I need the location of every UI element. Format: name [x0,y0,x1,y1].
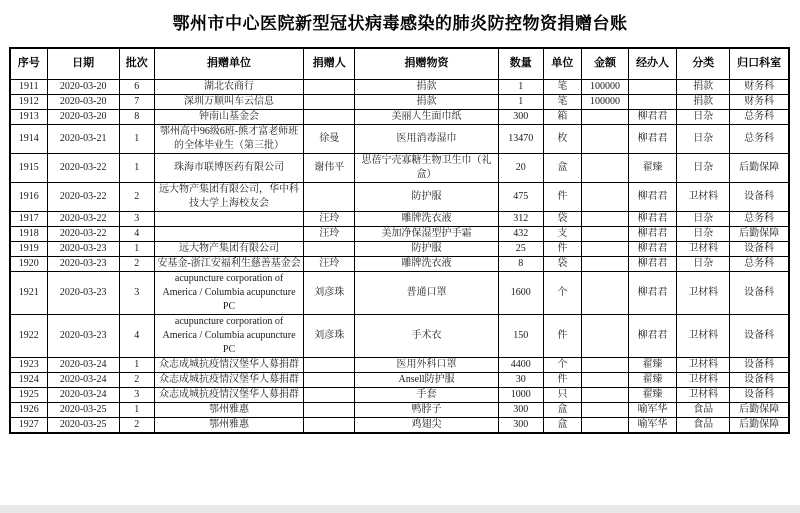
cell-handler: 柳君君 [629,211,677,226]
cell-date: 2020-03-21 [47,124,119,153]
table-row [10,153,789,182]
cell-handler: 柳君君 [629,271,677,314]
cell-amount [581,402,628,417]
cell-serial: 1916 [10,182,47,211]
cell-donor-org: 珠海市联博医药有限公司 [154,153,303,182]
cell-serial: 1914 [10,124,47,153]
cell-unit: 盒 [543,402,581,417]
column-header-department: 归口科室 [730,48,789,79]
cell-item: 鸭脖子 [355,402,498,417]
cell-quantity: 20 [498,153,543,182]
cell-unit: 件 [543,241,581,256]
cell-category: 日杂 [677,153,730,182]
cell-department: 总务科 [730,211,789,226]
cell-item: 手术衣 [355,314,498,357]
cell-item: 医用外科口罩 [355,357,498,372]
table-header-row [10,48,789,79]
cell-batch: 8 [119,109,154,124]
cell-quantity: 13470 [498,124,543,153]
cell-batch: 2 [119,372,154,387]
cell-batch: 6 [119,79,154,94]
cell-handler: 柳君君 [629,226,677,241]
cell-handler [629,79,677,94]
cell-serial: 1912 [10,94,47,109]
cell-unit: 个 [543,357,581,372]
cell-category: 卫材料 [677,372,730,387]
table-row [10,182,789,211]
cell-quantity: 8 [498,256,543,271]
column-header-serial: 序号 [10,48,47,79]
cell-donor-org: 深圳万顺叫车云信息 [154,94,303,109]
cell-batch: 1 [119,124,154,153]
cell-amount [581,153,628,182]
cell-amount [581,357,628,372]
cell-date: 2020-03-25 [47,417,119,433]
cell-handler: 喻军华 [629,402,677,417]
cell-item: 雕牌洗衣液 [355,256,498,271]
cell-unit: 个 [543,271,581,314]
table-row [10,314,789,357]
cell-handler: 翟臻 [629,357,677,372]
cell-date: 2020-03-22 [47,153,119,182]
cell-donor [304,79,355,94]
cell-serial: 1920 [10,256,47,271]
cell-handler: 柳君君 [629,241,677,256]
cell-unit: 笔 [543,79,581,94]
cell-handler: 柳君君 [629,109,677,124]
cell-item: 思蓓宁壳寡糖生物卫生巾（礼盒） [355,153,498,182]
cell-serial: 1911 [10,79,47,94]
cell-item: 防护服 [355,241,498,256]
cell-date: 2020-03-22 [47,182,119,211]
cell-donor [304,417,355,433]
cell-quantity: 4400 [498,357,543,372]
cell-date: 2020-03-23 [47,241,119,256]
cell-unit: 袋 [543,256,581,271]
table-row [10,241,789,256]
cell-amount [581,241,628,256]
cell-date: 2020-03-25 [47,402,119,417]
table-row [10,402,789,417]
table-row [10,387,789,402]
cell-department: 总务科 [730,256,789,271]
cell-serial: 1923 [10,357,47,372]
cell-amount [581,226,628,241]
cell-department: 后勤保障 [730,417,789,433]
cell-donor-org: acupuncture corporation of America / Columbia acupuncture PC [154,271,303,314]
table-row [10,94,789,109]
cell-amount [581,372,628,387]
cell-donor: 汪玲 [304,256,355,271]
cell-item: 普通口罩 [355,271,498,314]
cell-donor [304,387,355,402]
cell-donor: 刘彦珠 [304,314,355,357]
cell-department: 总务科 [730,124,789,153]
cell-item: 美丽人生面巾纸 [355,109,498,124]
cell-donor-org: 鄂州高中96级6班-熊才富老师班的全体毕业生（第三批） [154,124,303,153]
cell-unit: 笔 [543,94,581,109]
cell-amount: 100000 [581,79,628,94]
cell-batch: 2 [119,182,154,211]
cell-donor-org: 众志成城抗疫情汉堡华人募捐群 [154,357,303,372]
cell-donor-org: 湖北农商行 [154,79,303,94]
cell-donor-org: 众志成城抗疫情汉堡华人募捐群 [154,372,303,387]
cell-department: 后勤保障 [730,402,789,417]
column-header-item: 捐赠物资 [355,48,498,79]
column-header-donor: 捐赠人 [304,48,355,79]
cell-donor-org: 远大物产集团有限公司 [154,241,303,256]
cell-category: 捐款 [677,94,730,109]
cell-department: 财务科 [730,79,789,94]
cell-handler: 翟臻 [629,153,677,182]
cell-batch: 1 [119,402,154,417]
cell-date: 2020-03-24 [47,357,119,372]
cell-batch: 3 [119,271,154,314]
cell-handler: 喻军华 [629,417,677,433]
cell-handler [629,94,677,109]
cell-quantity: 475 [498,182,543,211]
cell-donor: 汪玲 [304,226,355,241]
cell-donor-org: 鄂州雅惠 [154,402,303,417]
cell-donor [304,402,355,417]
cell-department: 财务科 [730,94,789,109]
cell-date: 2020-03-24 [47,372,119,387]
cell-unit: 只 [543,387,581,402]
table-body [10,79,789,433]
cell-category: 日杂 [677,256,730,271]
cell-department: 设备科 [730,387,789,402]
cell-item: 捐款 [355,79,498,94]
cell-unit: 支 [543,226,581,241]
cell-category: 日杂 [677,226,730,241]
cell-item: 雕牌洗衣液 [355,211,498,226]
cell-donor-org: 安基金-浙江安福利生慈善基金会 [154,256,303,271]
cell-date: 2020-03-24 [47,387,119,402]
cell-serial: 1918 [10,226,47,241]
cell-batch: 2 [119,417,154,433]
cell-category: 日杂 [677,211,730,226]
cell-department: 设备科 [730,271,789,314]
cell-amount [581,109,628,124]
cell-item: 医用消毒湿巾 [355,124,498,153]
cell-quantity: 1 [498,94,543,109]
cell-batch: 2 [119,256,154,271]
cell-amount [581,417,628,433]
cell-category: 日杂 [677,124,730,153]
cell-serial: 1922 [10,314,47,357]
cell-batch: 1 [119,357,154,372]
cell-date: 2020-03-20 [47,94,119,109]
cell-item: 手套 [355,387,498,402]
table-row [10,256,789,271]
cell-category: 卫材料 [677,241,730,256]
table-row [10,79,789,94]
cell-donor-org: acupuncture corporation of America / Columbia acupuncture PC [154,314,303,357]
table-row [10,372,789,387]
cell-department: 设备科 [730,314,789,357]
cell-handler: 柳君君 [629,182,677,211]
table-row [10,226,789,241]
cell-handler: 翟臻 [629,387,677,402]
cell-category: 食品 [677,417,730,433]
page-bottom-edge [0,505,800,513]
cell-item: 鸡翅尖 [355,417,498,433]
cell-unit: 件 [543,314,581,357]
cell-date: 2020-03-23 [47,256,119,271]
cell-date: 2020-03-20 [47,109,119,124]
cell-quantity: 25 [498,241,543,256]
cell-serial: 1915 [10,153,47,182]
cell-category: 捐款 [677,79,730,94]
cell-batch: 3 [119,211,154,226]
cell-quantity: 1000 [498,387,543,402]
cell-donor: 汪玲 [304,211,355,226]
table-row [10,357,789,372]
cell-serial: 1913 [10,109,47,124]
cell-donor-org: 众志成城抗疫情汉堡华人募捐群 [154,387,303,402]
cell-quantity: 300 [498,402,543,417]
cell-department: 后勤保障 [730,153,789,182]
cell-amount [581,271,628,314]
column-header-batch: 批次 [119,48,154,79]
cell-serial: 1927 [10,417,47,433]
cell-department: 设备科 [730,182,789,211]
cell-department: 后勤保障 [730,226,789,241]
cell-category: 卫材料 [677,314,730,357]
cell-unit: 箱 [543,109,581,124]
cell-handler: 柳君君 [629,124,677,153]
cell-quantity: 300 [498,417,543,433]
cell-item: 捐款 [355,94,498,109]
table-row [10,211,789,226]
cell-batch: 1 [119,153,154,182]
cell-amount [581,256,628,271]
cell-item: 美加净保湿型护手霜 [355,226,498,241]
cell-donor-org: 远大物产集团有限公司，华中科技大学上海校友会 [154,182,303,211]
cell-amount [581,314,628,357]
cell-date: 2020-03-22 [47,211,119,226]
cell-department: 设备科 [730,372,789,387]
cell-donor [304,357,355,372]
cell-date: 2020-03-22 [47,226,119,241]
cell-donor: 徐曼 [304,124,355,153]
cell-amount: 100000 [581,94,628,109]
cell-donor [304,241,355,256]
cell-category: 日杂 [677,109,730,124]
cell-quantity: 432 [498,226,543,241]
cell-department: 设备科 [730,241,789,256]
cell-donor [304,182,355,211]
cell-donor-org [154,226,303,241]
cell-category: 卫材料 [677,271,730,314]
column-header-handler: 经办人 [629,48,677,79]
column-header-quantity: 数量 [498,48,543,79]
cell-serial: 1921 [10,271,47,314]
cell-quantity: 1600 [498,271,543,314]
cell-quantity: 1 [498,79,543,94]
column-header-category: 分类 [677,48,730,79]
column-header-amount: 金额 [581,48,628,79]
cell-department: 总务科 [730,109,789,124]
cell-donor-org [154,211,303,226]
cell-serial: 1926 [10,402,47,417]
column-header-date: 日期 [47,48,119,79]
cell-amount [581,124,628,153]
cell-donor [304,109,355,124]
cell-date: 2020-03-23 [47,314,119,357]
cell-category: 食品 [677,402,730,417]
cell-category: 卫材料 [677,387,730,402]
cell-unit: 盒 [543,417,581,433]
cell-unit: 枚 [543,124,581,153]
cell-quantity: 30 [498,372,543,387]
cell-quantity: 312 [498,211,543,226]
cell-batch: 1 [119,241,154,256]
cell-date: 2020-03-20 [47,79,119,94]
cell-batch: 3 [119,387,154,402]
cell-handler: 翟臻 [629,372,677,387]
cell-donor [304,372,355,387]
cell-donor-org: 鄂州雅惠 [154,417,303,433]
cell-donor: 谢伟平 [304,153,355,182]
cell-item: 防护服 [355,182,498,211]
cell-serial: 1917 [10,211,47,226]
table-row [10,124,789,153]
cell-batch: 4 [119,314,154,357]
cell-unit: 件 [543,372,581,387]
cell-amount [581,211,628,226]
cell-serial: 1925 [10,387,47,402]
cell-batch: 4 [119,226,154,241]
cell-quantity: 300 [498,109,543,124]
cell-handler: 柳君君 [629,256,677,271]
cell-batch: 7 [119,94,154,109]
cell-serial: 1919 [10,241,47,256]
column-header-donor-org: 捐赠单位 [154,48,303,79]
cell-category: 卫材料 [677,357,730,372]
table-row [10,417,789,433]
cell-serial: 1924 [10,372,47,387]
cell-donor-org: 钟南山基金会 [154,109,303,124]
cell-handler: 柳君君 [629,314,677,357]
cell-unit: 盒 [543,153,581,182]
cell-donor: 刘彦珠 [304,271,355,314]
table-row [10,109,789,124]
page-title: 鄂州市中心医院新型冠状病毒感染的肺炎防控物资捐赠台账 [172,14,628,33]
cell-amount [581,387,628,402]
cell-item: Ansell防护服 [355,372,498,387]
cell-unit: 件 [543,182,581,211]
cell-date: 2020-03-23 [47,271,119,314]
cell-department: 设备科 [730,357,789,372]
table-row [10,271,789,314]
cell-category: 卫材料 [677,182,730,211]
cell-quantity: 150 [498,314,543,357]
donation-ledger-table [9,47,790,434]
column-header-unit: 单位 [543,48,581,79]
cell-donor [304,94,355,109]
cell-amount [581,182,628,211]
cell-unit: 袋 [543,211,581,226]
